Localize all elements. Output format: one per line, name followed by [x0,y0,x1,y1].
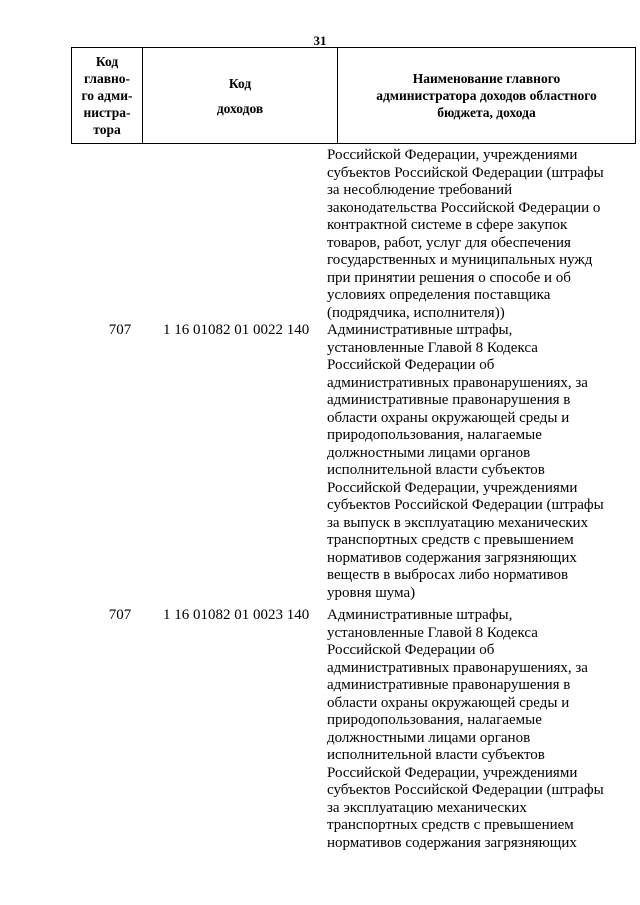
text-line: контрактной системе в сфере закупок [327,217,568,233]
text-line: уровня шума) [327,584,416,601]
text-line: законодательства Российской Федерации о [327,199,601,216]
text-line: субъектов Российской Федерации (штрафы [327,782,604,798]
table-header [71,47,636,144]
header-line: нистра- [83,105,131,120]
text-line: административных правонарушениях, за [327,374,588,391]
text-line: области охраны окружающей среды и [327,409,570,426]
text-line: Российской Федерации об [327,357,495,373]
income-description [327,607,609,852]
text-line: товаров, работ, услуг для обеспечения [327,234,571,251]
text-line: нормативов содержания загрязняющих [327,549,577,566]
text-line: природопользования, налагаемые [327,712,542,728]
text-line: административные правонарушения в [327,677,571,693]
text-line: нормативов содержания загрязняющих [327,834,577,851]
header-admin-code [72,48,143,144]
text-line: за выпуск в эксплуатацию механических [327,514,589,531]
income-code: 1 16 01082 01 0023 140 [163,607,310,623]
header-name [338,48,636,144]
admin-code: 707 [108,322,132,338]
text-line: природопользования, налагаемые [327,427,542,443]
header-line: го адми- [81,88,133,103]
income-code: 1 16 01082 01 0022 140 [163,322,310,338]
text-line: при принятии решения о способе и об [327,269,571,286]
admin-code: 707 [108,607,132,623]
text-line: транспортных средств с превышением [327,817,574,833]
text-line: административных правонарушениях, за [327,659,588,676]
text-line: Российской Федерации об [327,642,495,658]
text-line: государственных и муниципальных нужд [327,252,593,268]
text-line: установленные Главой 8 Кодекса [327,339,538,356]
text-line: Российской Федерации, учреждениями [327,764,578,781]
text-line: транспортных средств с превышением [327,532,574,548]
text-line: исполнительной власти субъектов [327,747,545,763]
header-line: Наименование главного [412,71,561,86]
page-number: 31 [313,33,327,48]
text-line: Административные штрафы, [327,322,513,338]
header-income-code [143,48,338,144]
text-line: Административные штрафы, [327,607,513,623]
text-line: за эксплуатацию механических [327,799,527,816]
text-line: веществ в выбросах либо нормативов [327,567,569,583]
text-line: области охраны окружающей среды и [327,694,570,711]
text-line: должностными лицами органов [327,729,531,746]
income-description [327,322,609,602]
text-line: установленные Главой 8 Кодекса [327,624,538,641]
text-line: исполнительной власти субъектов [327,462,545,478]
text-line: субъектов Российской Федерации (штрафы [327,164,604,181]
header-line: доходов [216,100,264,116]
header-line: администратора доходов областного [376,88,597,103]
text-line: условиях определения поставщика [327,287,551,303]
text-line: должностными лицами органов [327,444,531,461]
header-line: главно- [83,71,131,86]
text-line: (подрядчика, исполнителя)) [327,304,505,321]
header-line: Код [95,54,119,69]
header-line: бюджета, дохода [437,105,536,120]
text-line: Российской Федерации, учреждениями [327,479,578,496]
header-line: тора [93,122,121,137]
text-line: субъектов Российской Федерации (штрафы [327,497,604,513]
header-line: Код [228,75,252,91]
text-line: за несоблюдение требований [327,182,513,198]
continuation-description [327,147,609,322]
text-line: Российской Федерации, учреждениями [327,147,578,163]
text-line: административные правонарушения в [327,392,571,408]
